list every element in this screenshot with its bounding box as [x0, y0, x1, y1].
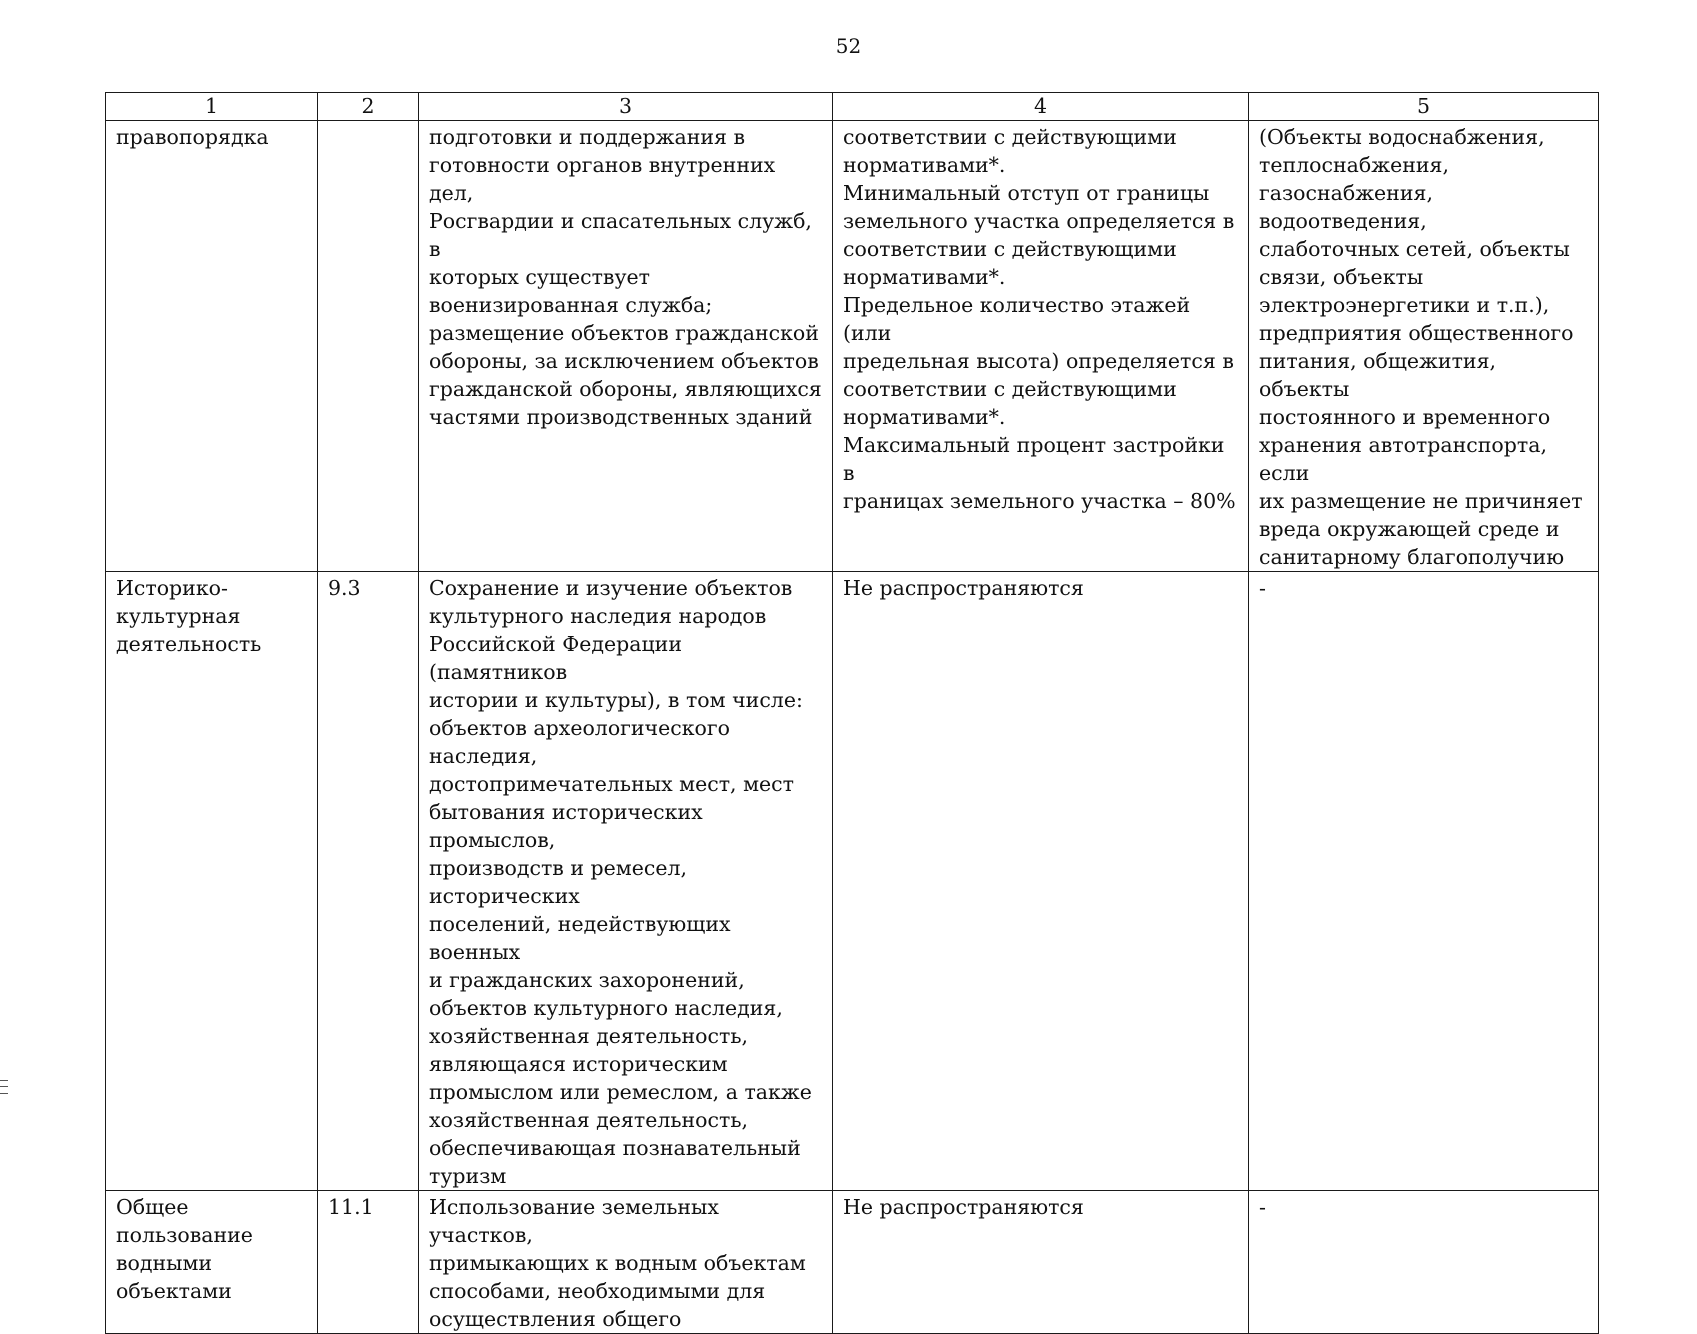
- code-cell: [318, 121, 419, 572]
- parameters-cell: соответствии с действующими нормативами*. Минимальный отступ от границы земельного участка определяется в соответствии с действующими нормативами*. Предельное количество этажей (или предельная высота) определяется в соответствии с действующими нормативами*. Максимальный процент застройки в границах земельного участка – 80%: [833, 121, 1249, 572]
- conditional-uses-cell: (Объекты водоснабжения, теплоснабжения, газоснабжения, водоотведения, слаботочных сетей, объекты связи, объекты электроэнергетики и т.п.), предприятия общественного питания, общежития, объекты постоянного и временного хранения автотранспорта, если их размещение не причиняет вреда окружающей среде и санитарному благополучию: [1249, 121, 1599, 572]
- column-header-3: 3: [419, 93, 833, 121]
- use-type-cell: правопорядка: [106, 121, 318, 572]
- zoning-table: [105, 92, 1599, 1334]
- conditional-uses-cell: -: [1249, 572, 1599, 1191]
- conditional-uses-cell: -: [1249, 1191, 1599, 1334]
- table-header-row: [106, 93, 1599, 121]
- description-cell: Сохранение и изучение объектов культурного наследия народов Российской Федерации (памятников истории и культуры), в том числе: объектов археологического наследия, достопримечательных мест, мест бытования исторических промыслов, производств и ремесел, исторических поселений, недействующих военных и гражданских захоронений, объектов культурного наследия, хозяйственная деятельность, являющаяся историческим промыслом или ремеслом, а также хозяйственная деятельность, обеспечивающая познавательный туризм: [419, 572, 833, 1191]
- table-row: [106, 572, 1599, 1191]
- description-cell: Использование земельных участков, примыкающих к водным объектам способами, необходимыми для осуществления общего: [419, 1191, 833, 1334]
- scan-edge-mark: [0, 1080, 8, 1094]
- use-type-cell: Общее пользование водными объектами: [106, 1191, 318, 1334]
- code-cell: 11.1: [318, 1191, 419, 1334]
- parameters-cell: Не распространяются: [833, 572, 1249, 1191]
- column-header-5: 5: [1249, 93, 1599, 121]
- table-row: [106, 1191, 1599, 1334]
- code-cell: 9.3: [318, 572, 419, 1191]
- description-cell: подготовки и поддержания в готовности органов внутренних дел, Росгвардии и спасательных служб, в которых существует военизированная служба; размещение объектов гражданской обороны, за исключением объектов гражданской обороны, являющихся частями производственных зданий: [419, 121, 833, 572]
- column-header-2: 2: [318, 93, 419, 121]
- parameters-cell: Не распространяются: [833, 1191, 1249, 1334]
- column-header-1: 1: [106, 93, 318, 121]
- use-type-cell: Историко- культурная деятельность: [106, 572, 318, 1191]
- column-header-4: 4: [833, 93, 1249, 121]
- table-row: [106, 121, 1599, 572]
- page-number: 52: [835, 34, 862, 58]
